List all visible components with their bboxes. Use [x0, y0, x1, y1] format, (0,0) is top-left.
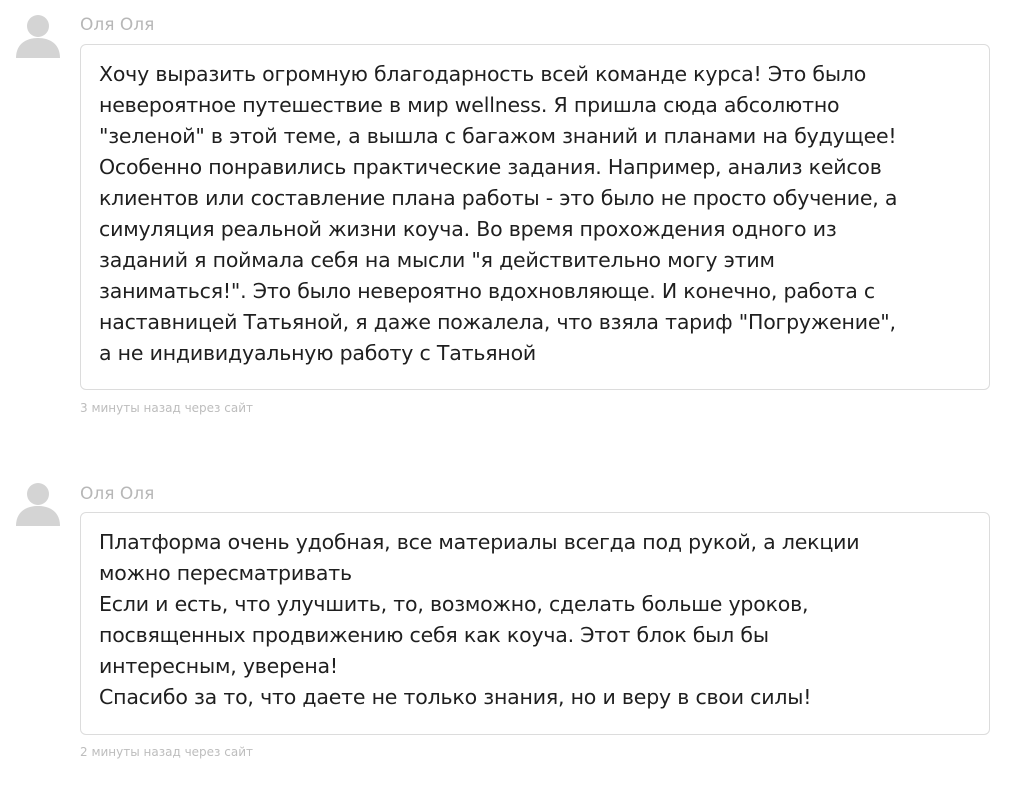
- comment-author[interactable]: Оля Оля: [80, 15, 155, 35]
- comment-bubble: [80, 44, 990, 390]
- comment-timestamp: 2 минуты назад через сайт: [80, 745, 253, 759]
- comment-text: Платформа очень удобная, все материалы всегда под рукой, а лекции можно пересматривать Если и есть, что улучшить, то, возможно, сделать больше уроков, посвященных продвижению себя как коуча. Этот блок был бы интересным, уверена! Спасибо за то, что даете не только знания, но и веру в свои силы!: [99, 530, 860, 709]
- comment-bubble: [80, 512, 990, 735]
- comment-timestamp: 3 минуты назад через сайт: [80, 401, 253, 415]
- avatar-icon[interactable]: [14, 10, 62, 58]
- avatar-icon[interactable]: [14, 478, 62, 526]
- comment-author[interactable]: Оля Оля: [80, 484, 155, 504]
- comment-text: Хочу выразить огромную благодарность всей команде курса! Это было невероятное путешествие в мир wellness. Я пришла сюда абсолютно "зеленой" в этой теме, а вышла с багажом знаний и планами на будущее! Особенно понравились практические задания. Например, анализ кейсов клиентов или составление плана работы - это было не просто обучение, а симуляция реальной жизни коуча. Во время прохождения одного из заданий я поймала себя на мысли "я действительно могу этим заниматься!". Это было невероятно вдохновляюще. И конечно, работа с наставницей Татьяной, я даже пожалела, что взяла тариф "Погружение", а не индивидуальную работу с Татьяной: [99, 62, 898, 365]
